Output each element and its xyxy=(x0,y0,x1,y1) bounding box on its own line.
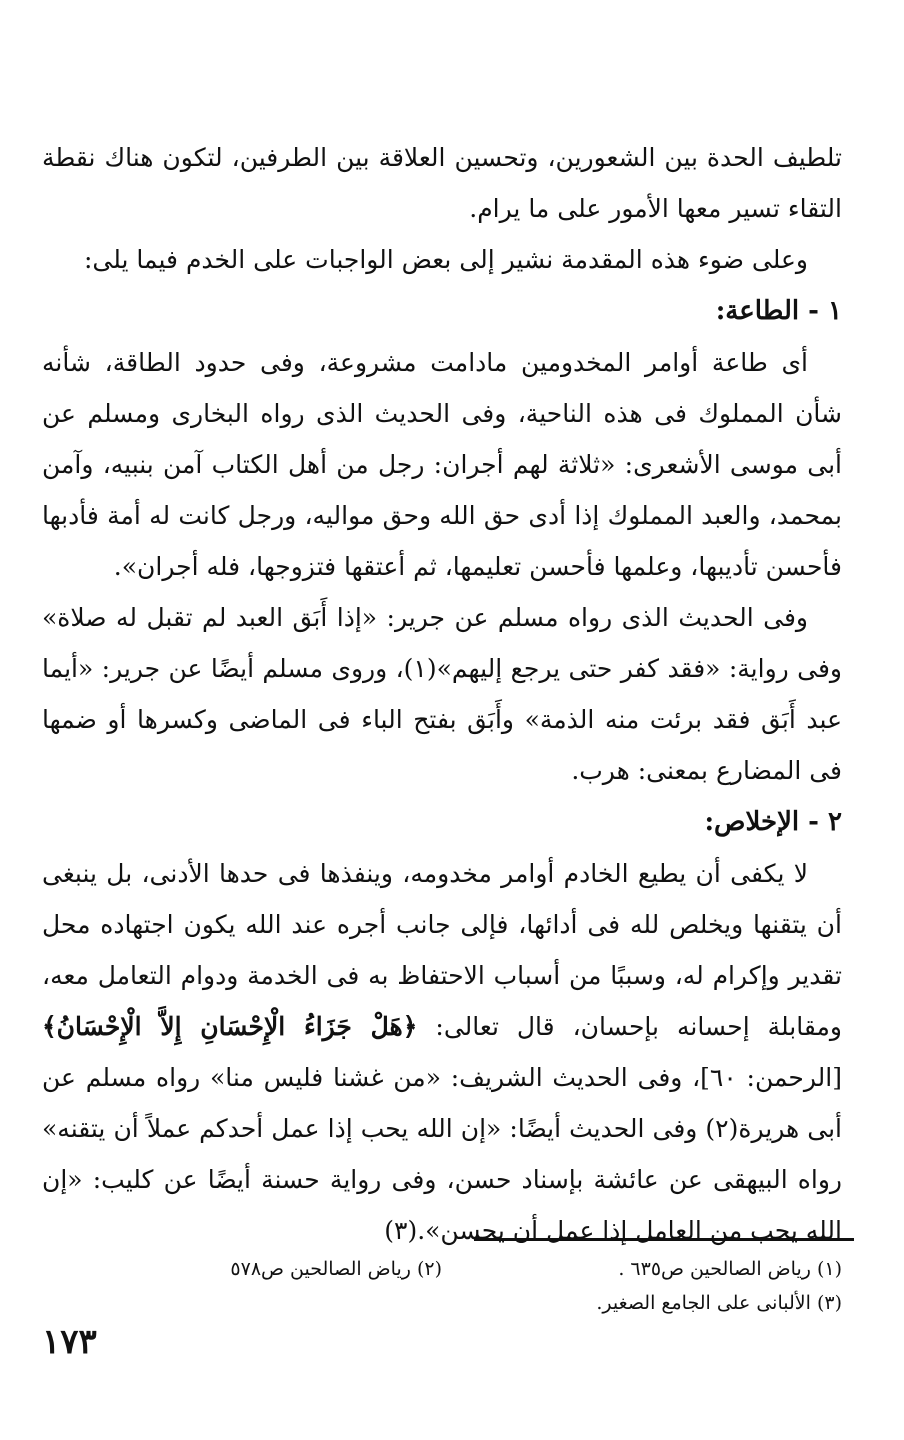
footnote-row xyxy=(42,1252,842,1286)
quran-verse: ﴿هَلْ جَزَاءُ الْإِحْسَانِ إِلاَّ الْإِحْسَانُ﴾ xyxy=(42,1012,418,1041)
paragraph-obedience: أى طاعة أوامر المخدومين مادامت مشروعة، وفى حدود الطاقة، شأنه شأن المملوك فى هذه الناحية، وفى الحديث الذى رواه البخارى ومسلم عن أبى موسى الأشعرى: «ثلاثة لهم أجران: رجل من أهل الكتاب آمن بنبيه، وآمن بمحمد، والعبد المملوك إذا أدى حق الله وحق مواليه، ورجل كانت له أمة فأدبها فأحسن تأديبها، وعلمها فأحسن تعليمها، ثم أعتقها فتزوجها، فله أجران». xyxy=(42,348,842,581)
footnotes xyxy=(42,1252,842,1320)
paragraph-hadith-jarir: وفى الحديث الذى رواه مسلم عن جرير: «إذا أَبَق العبد لم تقبل له صلاة» وفى رواية: «فقد كفر حتى يرجع إليهم»(١)، وروى مسلم أيضًا عن جرير: «أيما عبد أَبَق فقد برئت منه الذمة» وأَبَق بفتح الباء فى الماضى وكسرها أو ضمها فى المضارع بمعنى: هرب. xyxy=(42,603,842,785)
footnote-3: (٣) الألبانى على الجامع الصغير. xyxy=(596,1292,842,1314)
paragraph-duties-intro: وعلى ضوء هذه المقدمة نشير إلى بعض الواجبات على الخدم فيما يلى: xyxy=(83,245,808,274)
footnote-1: (١) رياض الصالحين ص٦٣٥ . xyxy=(618,1258,842,1280)
footnote-row xyxy=(42,1286,842,1320)
page-number: ١٧٣ xyxy=(42,1322,97,1362)
paragraph-sincerity xyxy=(42,848,842,1256)
footnote-divider xyxy=(474,1238,854,1241)
page-body xyxy=(42,132,842,1256)
heading-sincerity: ٢ - الإخلاص: xyxy=(704,807,842,837)
sincerity-text-a: لا يكفى أن يطيع الخادم أوامر مخدومه، وينفذها فى حدها الأدنى، بل ينبغى أن يتقنها ويخلص لله فى أدائها، فإلى جانب أجره عند الله يكون اجتهاده محل تقدير وإكرام له، وسببًا من أسباب الاحتفاظ به فى الخدمة ودوام التعامل معه، ومقابلة إحسانه بإحسان، قال تعالى: xyxy=(42,859,842,1041)
sincerity-text-b: [الرحمن: ٦٠]، وفى الحديث الشريف: «من غشنا فليس منا» رواه مسلم عن أبى هريرة(٢) وفى الحديث أيضًا: «إن الله يحب إذا عمل أحدكم عملاً أن يتقنه» رواه البيهقى عن عائشة بإسناد حسن، وفى رواية حسنة أيضًا عن كليب: «إن الله يحب من العامل إذا عمل أن يحسن».(٣) xyxy=(42,1063,843,1245)
heading-obedience: ١ - الطاعة: xyxy=(715,296,842,326)
paragraph-intro: تلطيف الحدة بين الشعورين، وتحسين العلاقة بين الطرفين، لتكون هناك نقطة التقاء تسير معها الأمور على ما يرام. xyxy=(42,143,842,223)
footnote-2: (٢) رياض الصالحين ص٥٧٨ xyxy=(230,1258,442,1280)
